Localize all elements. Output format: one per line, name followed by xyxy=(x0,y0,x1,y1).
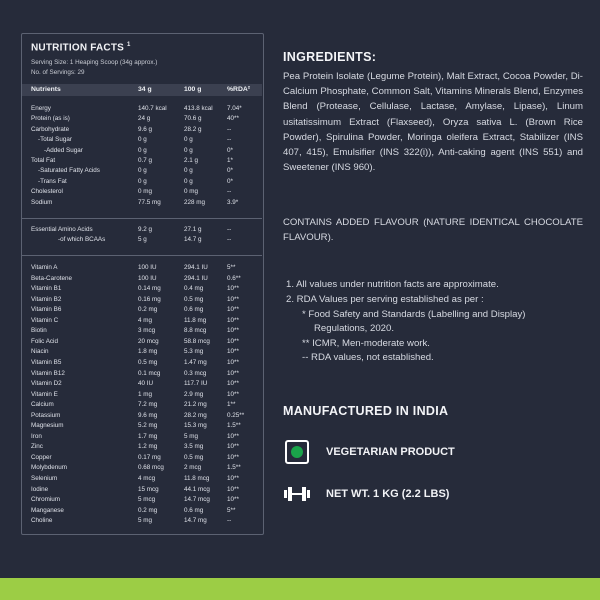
header-nutrients: Nutrients xyxy=(31,86,61,93)
nutrition-title: NUTRITION FACTS $^1$ xyxy=(31,42,131,54)
nutrient-row xyxy=(22,411,262,421)
nutrient-name: Protein (as is) xyxy=(31,115,70,123)
nutrient-row xyxy=(22,369,262,379)
nutrient-row xyxy=(22,104,262,114)
nutrient-name: -Added Sugar xyxy=(44,146,83,154)
rda-value: 10** xyxy=(227,496,239,504)
servings-count: No. of Servings: 29 xyxy=(31,69,85,76)
per-serving-value: 40 IU xyxy=(138,380,154,388)
nutrient-name: Beta-Carotene xyxy=(31,274,72,282)
per-100g-value: 2 mcg xyxy=(184,464,202,472)
flavour-text: CONTAINS ADDED FLAVOUR (NATURE IDENTICAL CHOCOLATE FLAVOUR). xyxy=(283,217,583,244)
per-serving-value: 5 mcg xyxy=(138,496,156,504)
manufactured-heading: MANUFACTURED IN INDIA xyxy=(283,404,449,418)
rda-value: 10** xyxy=(227,337,239,345)
per-100g-value: 21.2 mg xyxy=(184,401,207,409)
note-2c: ** ICMR, Men-moderate work. xyxy=(302,338,430,349)
per-serving-value: 0.14 mg xyxy=(138,285,161,293)
section-divider xyxy=(22,218,262,219)
per-100g-value: 14.7 g xyxy=(184,236,202,244)
per-100g-value: 28.2 mg xyxy=(184,411,207,419)
nutrient-name: Carbohydrate xyxy=(31,125,70,133)
per-serving-value: 0 g xyxy=(138,146,147,154)
per-100g-value: 0 mg xyxy=(184,188,198,196)
nutrient-row xyxy=(22,506,262,516)
per-100g-value: 413.8 kcal xyxy=(184,105,213,112)
rda-value: 10** xyxy=(227,327,239,335)
nutrient-row xyxy=(22,198,262,208)
nutrient-row xyxy=(22,114,262,124)
per-serving-value: 0 g xyxy=(138,136,147,144)
rda-value: 10** xyxy=(227,443,239,451)
per-serving-value: 0.17 mg xyxy=(138,453,161,461)
note-2d: -- RDA values, not established. xyxy=(302,352,434,363)
per-serving-value: 1.7 mg xyxy=(138,432,158,440)
rda-value: 10** xyxy=(227,485,239,493)
nutrient-name: Essential Amino Acids xyxy=(31,226,93,233)
per-serving-value: 5 g xyxy=(138,236,147,244)
nutrient-name: Choline xyxy=(31,517,53,525)
per-100g-value: 8.8 mcg xyxy=(184,327,207,335)
nutrient-row xyxy=(22,177,262,187)
nutrient-row xyxy=(22,379,262,389)
per-serving-value: 4 mg xyxy=(138,316,152,324)
nutrient-name: Vitamin B12 xyxy=(31,369,65,377)
nutrient-name: -Saturated Fatty Acids xyxy=(38,167,100,175)
rda-value: 10** xyxy=(227,380,239,388)
per-100g-value: 14.7 mcg xyxy=(184,496,210,504)
nutrient-row xyxy=(22,474,262,484)
nutrient-name: Magnesium xyxy=(31,422,64,430)
serving-size: Serving Size: 1 Heaping Scoop (34g approx.) xyxy=(31,59,158,66)
nutrient-name: Zinc xyxy=(31,443,43,451)
per-100g-value: 15.3 mg xyxy=(184,422,207,430)
nutrient-name: -Total Sugar xyxy=(38,136,72,144)
nutrient-row xyxy=(22,166,262,176)
note-2b: Regulations, 2020. xyxy=(314,323,395,334)
rda-value: -- xyxy=(227,236,232,244)
per-serving-value: 1 mg xyxy=(138,390,152,398)
per-100g-value: 70.6 g xyxy=(184,115,202,123)
ingredients-heading: INGREDIENTS: xyxy=(283,50,377,64)
per-serving-value: 20 mcg xyxy=(138,337,159,345)
rda-value: 0* xyxy=(227,177,233,185)
rda-value: 1.5** xyxy=(227,464,241,472)
rda-value: 10** xyxy=(227,348,239,356)
rda-value: 10** xyxy=(227,369,239,377)
nutrient-name: Iodine xyxy=(31,485,49,493)
per-100g-value: 0 g xyxy=(184,177,193,185)
rda-value: 3.9* xyxy=(227,198,239,206)
rda-value: 10** xyxy=(227,390,239,398)
per-serving-value: 9.6 mg xyxy=(138,411,158,419)
per-serving-value: 9.6 g xyxy=(138,125,153,133)
nutrient-row xyxy=(22,358,262,368)
nutrient-name: Energy xyxy=(31,105,51,112)
nutrient-row xyxy=(22,400,262,410)
per-100g-value: 2.1 g xyxy=(184,157,199,164)
rda-value: 10** xyxy=(227,453,239,461)
per-100g-value: 27.1 g xyxy=(184,226,202,233)
rda-value: 0* xyxy=(227,167,233,175)
nutrient-name: -Trans Fat xyxy=(38,177,67,185)
per-100g-value: 5.3 mg xyxy=(184,348,204,356)
per-100g-value: 2.9 mg xyxy=(184,390,204,398)
per-serving-value: 100 IU xyxy=(138,274,157,282)
net-weight-label: NET WT. 1 KG (2.2 LBS) xyxy=(326,488,450,500)
nutrient-name: Vitamin B5 xyxy=(31,358,62,366)
veg-mark-icon xyxy=(285,440,309,464)
per-serving-value: 0.1 mcg xyxy=(138,369,161,377)
per-100g-value: 11.8 mcg xyxy=(184,475,210,482)
per-serving-value: 3 mcg xyxy=(138,327,156,335)
header-100g: 100 g xyxy=(184,86,202,93)
rda-value: -- xyxy=(227,517,232,525)
nutrient-row xyxy=(22,284,262,294)
per-100g-value: 0.5 mg xyxy=(184,295,204,303)
note-2: 2. RDA Values per serving established as per : xyxy=(286,294,484,305)
per-serving-value: 9.2 g xyxy=(138,226,153,233)
per-100g-value: 0 g xyxy=(184,146,193,154)
per-serving-value: 0.7 g xyxy=(138,157,153,164)
rda-value: 0.6** xyxy=(227,274,241,282)
nutrient-name: Selenium xyxy=(31,475,58,482)
per-100g-value: 44.1 mcg xyxy=(184,485,210,493)
per-100g-value: 11.8 mg xyxy=(184,316,207,324)
note-2a: * Food Safety and Standards (Labelling and Display) xyxy=(302,309,526,320)
per-serving-value: 0.2 mg xyxy=(138,506,158,514)
rda-value: 10** xyxy=(227,358,239,366)
note-1: 1. All values under nutrition facts are approximate. xyxy=(286,279,499,290)
nutrient-row xyxy=(22,125,262,135)
rda-value: 10** xyxy=(227,432,239,440)
nutrient-row xyxy=(22,326,262,336)
rda-value: -- xyxy=(227,136,232,144)
per-100g-value: 0.4 mg xyxy=(184,285,204,293)
per-serving-value: 0 g xyxy=(138,177,147,185)
nutrient-name: Potassium xyxy=(31,411,61,419)
nutrient-row xyxy=(22,432,262,442)
nutrient-name: Folic Acid xyxy=(31,337,58,345)
per-100g-value: 3.5 mg xyxy=(184,443,204,451)
nutrient-row xyxy=(22,516,262,526)
per-100g-value: 28.2 g xyxy=(184,125,202,133)
rda-value: 5** xyxy=(227,264,236,271)
nutrient-name: Vitamin B1 xyxy=(31,285,62,293)
rda-value: 1.5** xyxy=(227,422,241,430)
nutrient-row xyxy=(22,235,262,245)
per-serving-value: 1.8 mg xyxy=(138,348,158,356)
rda-value: 10** xyxy=(227,316,239,324)
section-divider xyxy=(22,255,262,256)
per-serving-value: 24 g xyxy=(138,115,151,123)
per-100g-value: 228 mg xyxy=(184,198,206,206)
per-100g-value: 294.1 IU xyxy=(184,264,208,271)
nutrient-row xyxy=(22,337,262,347)
per-serving-value: 0.16 mg xyxy=(138,295,161,303)
nutrient-row xyxy=(22,347,262,357)
nutrition-facts-panel xyxy=(21,33,264,535)
nutrient-row xyxy=(22,442,262,452)
per-100g-value: 0 g xyxy=(184,167,193,175)
per-serving-value: 0.68 mcg xyxy=(138,464,164,472)
rda-value: -- xyxy=(227,125,232,133)
nutrient-row xyxy=(22,295,262,305)
nutrient-row xyxy=(22,495,262,505)
per-100g-value: 0.5 mg xyxy=(184,453,204,461)
per-100g-value: 0.6 mg xyxy=(184,306,204,314)
per-100g-value: 14.7 mg xyxy=(184,517,207,525)
nutrient-row xyxy=(22,146,262,156)
nutrient-name: Copper xyxy=(31,453,52,461)
nutrient-row xyxy=(22,316,262,326)
nutrient-row xyxy=(22,485,262,495)
vegetarian-label: VEGETARIAN PRODUCT xyxy=(326,446,455,458)
per-100g-value: 294.1 IU xyxy=(184,274,208,282)
nutrient-row xyxy=(22,135,262,145)
per-100g-value: 5 mg xyxy=(184,432,198,440)
per-serving-value: 0 mg xyxy=(138,188,152,196)
nutrient-row xyxy=(22,453,262,463)
per-serving-value: 0.5 mg xyxy=(138,358,158,366)
nutrient-row xyxy=(22,390,262,400)
nutrient-name: Chromium xyxy=(31,496,61,504)
nutrient-name: Manganese xyxy=(31,506,64,514)
nutrient-name: Molybdenum xyxy=(31,464,68,472)
dumbbell-icon xyxy=(283,486,311,502)
header-34g: 34 g xyxy=(138,86,152,93)
nutrient-name: Vitamin D2 xyxy=(31,380,62,388)
rda-value: 1* xyxy=(227,157,233,164)
nutrient-row xyxy=(22,156,262,166)
rda-value: 10** xyxy=(227,306,239,314)
rda-value: 10** xyxy=(227,285,239,293)
nutrient-row xyxy=(22,463,262,473)
nutrient-name: Vitamin B2 xyxy=(31,295,62,303)
nutrient-row xyxy=(22,263,262,273)
nutrition-header-row xyxy=(22,84,262,96)
nutrient-row xyxy=(22,225,262,235)
nutrient-row xyxy=(22,421,262,431)
nutrient-name: Niacin xyxy=(31,348,49,356)
per-100g-value: 0.6 mg xyxy=(184,506,204,514)
rda-value: 10** xyxy=(227,295,239,303)
per-serving-value: 0 g xyxy=(138,167,147,175)
rda-value: 40** xyxy=(227,115,239,123)
per-serving-value: 4 mcg xyxy=(138,475,156,482)
nutrient-name: Sodium xyxy=(31,198,53,206)
per-100g-value: 117.7 IU xyxy=(184,380,208,388)
per-100g-value: 1.47 mg xyxy=(184,358,207,366)
header-rda: %RDA² xyxy=(227,86,251,93)
per-serving-value: 0.2 mg xyxy=(138,306,158,314)
nutrient-row xyxy=(22,274,262,284)
nutrient-name: Vitamin A xyxy=(31,264,58,271)
per-serving-value: 5.2 mg xyxy=(138,422,158,430)
nutrient-row xyxy=(22,187,262,197)
bottom-bar xyxy=(0,578,600,600)
rda-value: 0.25** xyxy=(227,411,245,419)
per-serving-value: 77.5 mg xyxy=(138,198,161,206)
rda-value: -- xyxy=(227,226,232,233)
nutrient-name: Calcium xyxy=(31,401,54,409)
rda-value: 1** xyxy=(227,401,236,409)
ingredients-text: Pea Protein Isolate (Legume Protein), Malt Extract, Cocoa Powder, Di-Calcium Phosphate, Common Salt, Vitamins Minerals Blend, Enzymes Blend (Protease, Cellulase, Lactase, Amylase, Lipase), Linum usitatissimum Extract (Flaxseed), Oryza sativa L. (Brown Rice Powder), Spirulina Powder, Moringa oleifera Extract, Stabilizer (INS 407, 415), Emulsifier (INS 322(i)), Anti-caking agent (INS 551) and Sweetener (INS 960). xyxy=(283,71,583,174)
nutrient-row xyxy=(22,305,262,315)
per-100g-value: 58.8 mcg xyxy=(184,337,210,345)
per-serving-value: 7.2 mg xyxy=(138,401,158,409)
rda-value: 10** xyxy=(227,475,239,482)
rda-value: 0* xyxy=(227,146,233,154)
nutrient-name: Vitamin C xyxy=(31,316,59,324)
rda-value: 7.04* xyxy=(227,105,242,112)
nutrient-name: -of which BCAAs xyxy=(58,236,106,244)
nutrient-name: Biotin xyxy=(31,327,47,335)
nutrient-name: Vitamin E xyxy=(31,390,58,398)
nutrient-name: Cholesterol xyxy=(31,188,63,196)
per-100g-value: 0 g xyxy=(184,136,193,144)
per-serving-value: 100 IU xyxy=(138,264,157,271)
rda-value: 5** xyxy=(227,506,236,514)
nutrient-name: Total Fat xyxy=(31,157,56,164)
per-100g-value: 0.3 mcg xyxy=(184,369,207,377)
per-serving-value: 140.7 kcal xyxy=(138,105,167,112)
per-serving-value: 15 mcg xyxy=(138,485,159,493)
per-serving-value: 1.2 mg xyxy=(138,443,158,451)
nutrient-name: Iron xyxy=(31,432,42,440)
nutrient-name: Vitamin B6 xyxy=(31,306,62,314)
rda-value: -- xyxy=(227,188,232,196)
per-serving-value: 5 mg xyxy=(138,517,152,525)
